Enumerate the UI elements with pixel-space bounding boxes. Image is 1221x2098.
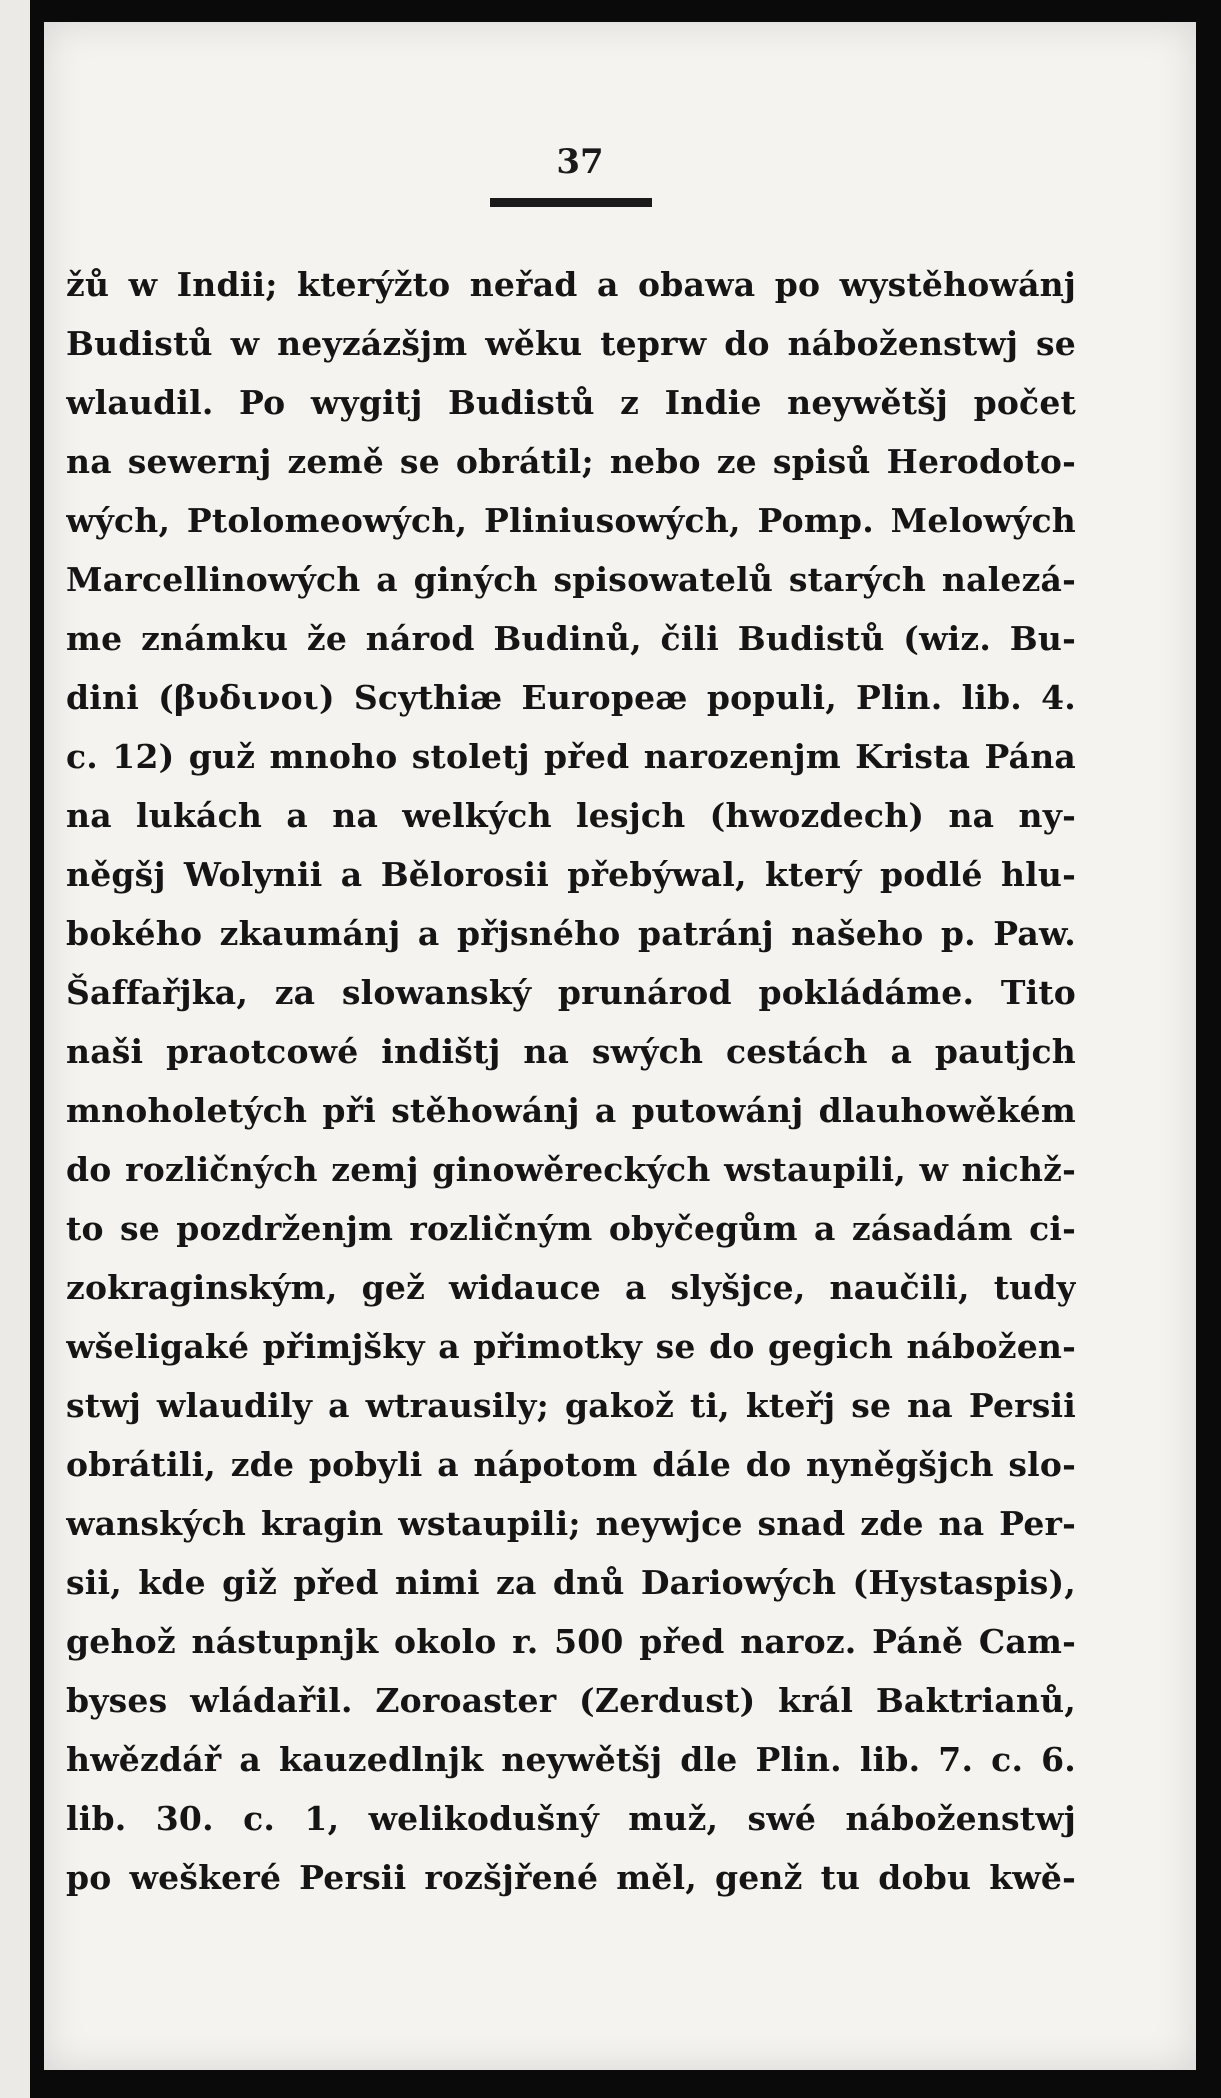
text-line: to se pozdrženjm rozličným obyčegům a zásadám ci- [66, 1209, 1076, 1248]
text-line: naši praotcowé indištj na swých cestách a pautjch [66, 1032, 1076, 1071]
text-line: Šaffařjka, za slowanský prunárod pokládáme. Tito [66, 973, 1076, 1012]
text-line: obrátili, zde pobyli a nápotom dále do nyněgšjch slo- [66, 1445, 1076, 1484]
text-line: me známku že národ Budinů, čili Budistů (wiz. Bu- [66, 619, 1076, 658]
text-line: sii, kde giž před nimi za dnů Dariowých (Hystaspis), [66, 1563, 1076, 1602]
body-text [66, 255, 1076, 1907]
text-line: c. 12) guž mnoho stoletj před narozenjm Krista Pána [66, 737, 1076, 776]
text-line: Marcellinowých a giných spisowatelů starých nalezá- [66, 560, 1076, 599]
text-line: wlaudil. Po wygitj Budistů z Indie neywětšj počet [66, 383, 1076, 422]
text-line: bokého zkaumánj a přjsného patránj našeho p. Paw. [66, 914, 1076, 953]
text-line: po weškeré Persii rozšjřené měl, genž tu dobu kwě- [66, 1858, 1076, 1897]
previous-page-edge [0, 0, 30, 2098]
text-line: stwj wlaudily a wtrausily; gakož ti, kteřj se na Persii [66, 1386, 1076, 1425]
page-number: 37 [556, 142, 604, 182]
header-rule [490, 198, 652, 207]
text-line: Budistů w neyzázšjm wěku teprw do náboženstwj se [66, 324, 1076, 363]
text-line: gehož nástupnjk okolo r. 500 před naroz. Páně Cam- [66, 1622, 1076, 1661]
text-line: něgšj Wolynii a Bělorosii přebýwal, který podlé hlu- [66, 855, 1076, 894]
text-line: lib. 30. c. 1, welikodušný muž, swé náboženstwj [66, 1799, 1076, 1838]
text-line: na lukách a na welkých lesjch (hwozdech) na ny- [66, 796, 1076, 835]
text-line: na sewernj země se obrátil; nebo ze spisů Herodoto- [66, 442, 1076, 481]
text-line: wých, Ptolomeowých, Pliniusowých, Pomp. Melowých [66, 501, 1076, 540]
text-line: hwězdář a kauzedlnjk neywětšj dle Plin. lib. 7. c. 6. [66, 1740, 1076, 1779]
text-line: byses wládařil. Zoroaster (Zerdust) král Baktrianů, [66, 1681, 1076, 1720]
text-line: wanských kragin wstaupili; neywjce snad zde na Per- [66, 1504, 1076, 1543]
text-line: wšeligaké přimjšky a přimotky se do gegich nábožen- [66, 1327, 1076, 1366]
text-line: dini (βυδινοι) Scythiæ Europeæ populi, Plin. lib. 4. [66, 678, 1076, 717]
text-line: zokraginským, gež widauce a slyšjce, naučili, tudy [66, 1268, 1076, 1307]
text-line: do rozličných zemj ginowěreckých wstaupili, w nichž- [66, 1150, 1076, 1189]
text-line: mnoholetých při stěhowánj a putowánj dlauhowěkém [66, 1091, 1076, 1130]
text-line: žů w Indii; kterýžto neřad a obawa po wystěhowánj [66, 265, 1076, 304]
